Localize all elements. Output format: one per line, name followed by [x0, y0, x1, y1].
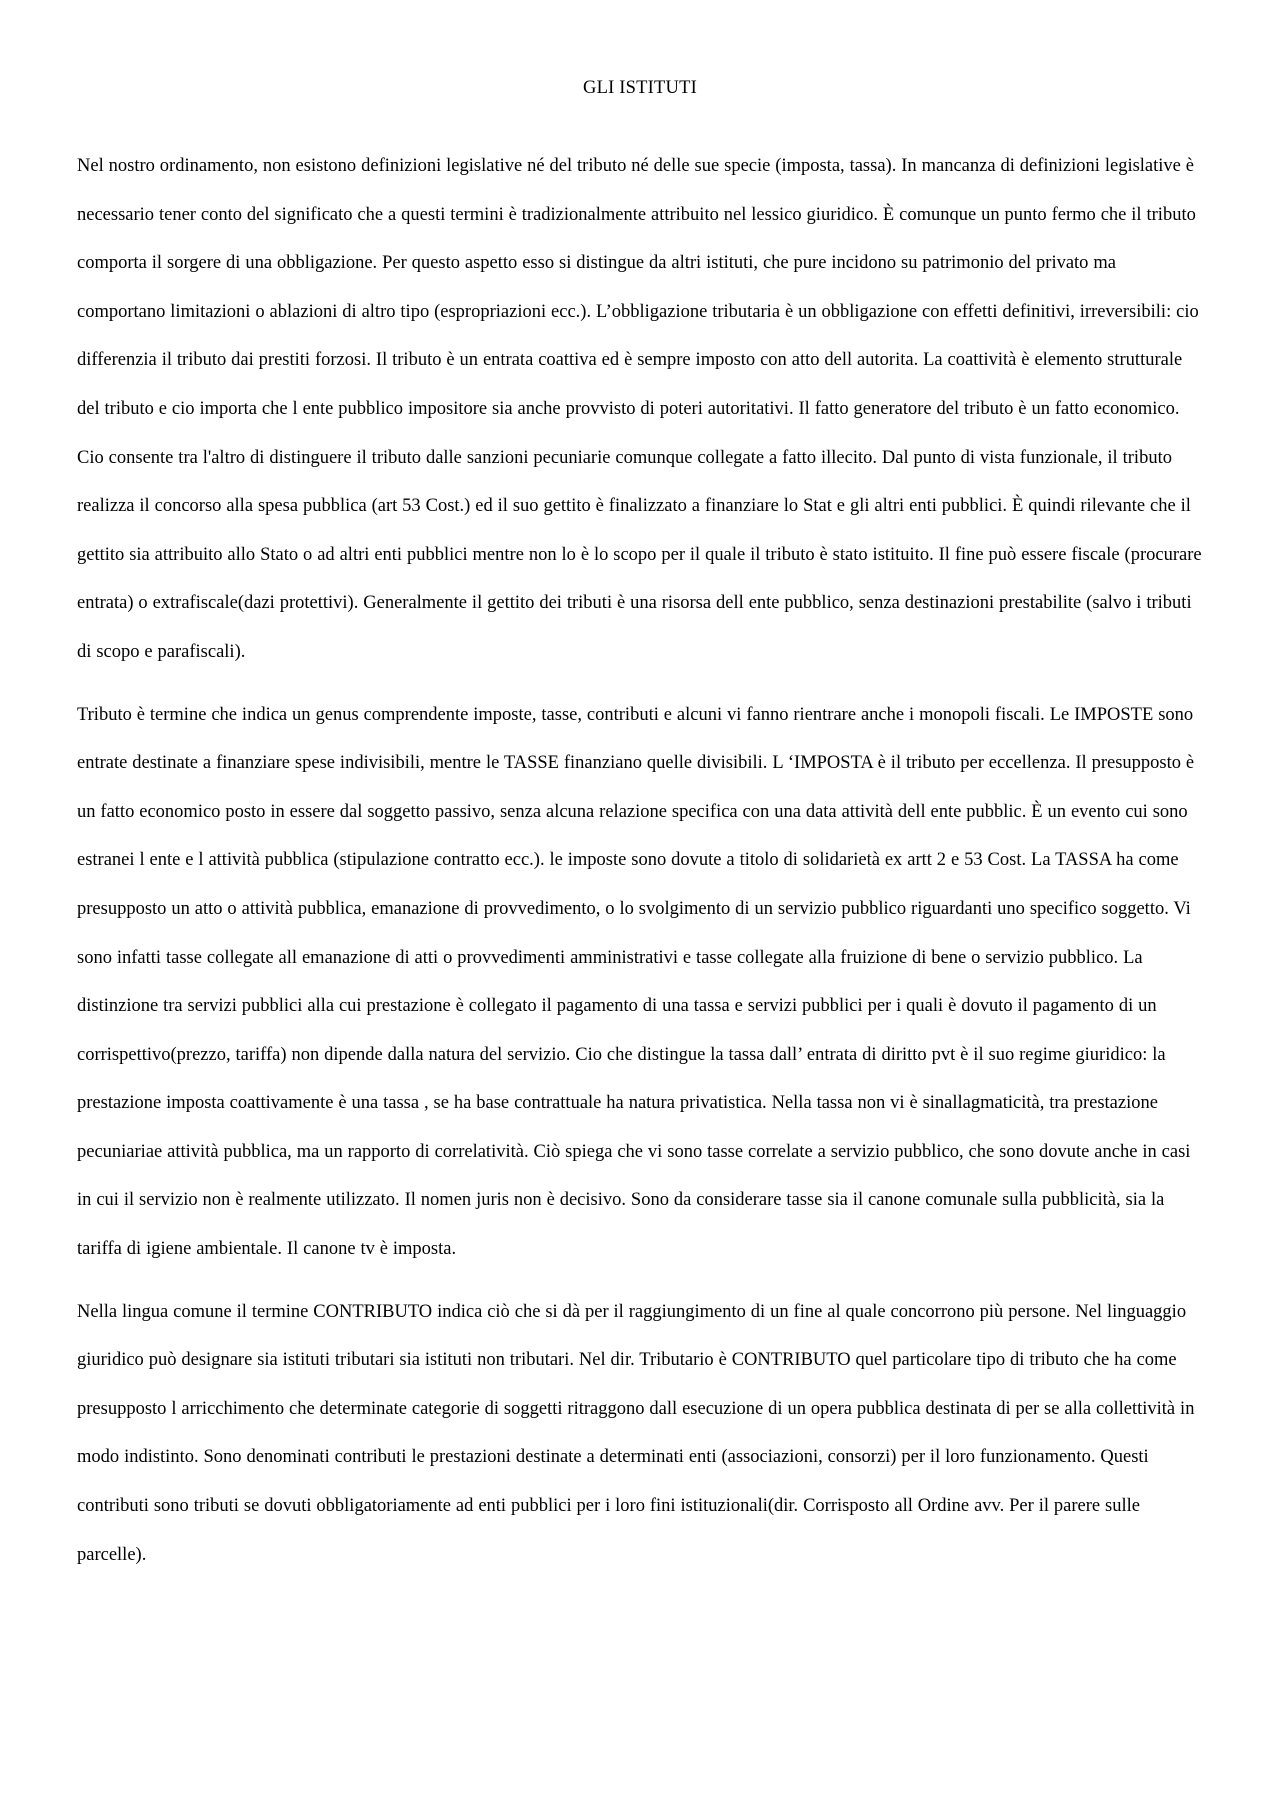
paragraph-imposte-tasse: Tributo è termine che indica un genus comprendente imposte, tasse, contributi e alcuni vi fanno rientrare anche i monopoli fiscali. Le IMPOSTE sono entrate destinate a finanziare spese indivisibili, mentre le TASSE finanziano quelle divisibili. L ‘IMPOSTA è il tributo per eccellenza. Il presupposto è un fatto economico posto in essere dal soggetto passivo, senza alcuna relazione specifica con una data attività dell ente pubblic. È un evento cui sono estranei l ente e l attività pubblica (stipulazione contratto ecc.). le imposte sono dovute a titolo di solidarietà ex artt 2 e 53 Cost. La TASSA ha come presupposto un atto o attività pubblica, emanazione di provvedimento, o lo svolgimento di un servizio pubblico riguardanti uno specifico soggetto. Vi sono infatti tasse collegate all emanazione di atti o provvedimenti amministrativi e tasse collegate alla fruizione di bene o servizio pubblico. La distinzione tra servizi pubblici alla cui prestazione è collegato il pagamento di una tassa e servizi pubblici per i quali è dovuto il pagamento di un corrispettivo(prezzo, tariffa) non dipende dalla natura del servizio. Cio che distingue la tassa dall’ entrata di diritto pvt è il suo regime giuridico: la prestazione imposta coattivamente è una tassa , se ha base contrattuale ha natura privatistica. Nella tassa non vi è sinallagmaticità, tra prestazione pecuniariae attività pubblica, ma un rapporto di correlatività. Ciò spiega che vi sono tasse correlate a servizio pubblico, che sono dovute anche in casi in cui il servizio non è realmente utilizzato. Il nomen juris non è decisivo. Sono da considerare tasse sia il canone comunale sulla pubblicità, sia la tariffa di igiene ambientale. Il canone tv è imposta.	[77, 704, 1195, 1260]
paragraph-tributo: Nel nostro ordinamento, non esistono definizioni legislative né del tributo né delle sue specie (imposta, tassa). In mancanza di definizioni legislative è necessario tener conto del significato che a questi termini è tradizionalmente attribuito nel lessico giuridico. È comunque un punto fermo che il tributo comporta il sorgere di una obbligazione. Per questo aspetto esso si distingue da altri istituti, che pure incidono su patrimonio del privato ma comportano limitazioni o ablazioni di altro tipo (espropriazioni ecc.). L’obbligazione tributaria è un obbligazione con effetti definitivi, irreversibili: cio differenzia il tributo dai prestiti forzosi. Il tributo è un entrata coattiva ed è sempre imposto con atto dell autorita. La coattività è elemento strutturale del tributo e cio importa che l ente pubblico impositore sia anche provvisto di poteri autoritativi. Il fatto generatore del tributo è un fatto economico. Cio consente tra l'altro di distinguere il tributo dalle sanzioni pecuniarie comunque collegate a fatto illecito. Dal punto di vista funzionale, il tributo realizza il concorso alla spesa pubblica (art 53 Cost.) ed il suo gettito è finalizzato a finanziare lo Stat e gli altri enti pubblici. È quindi rilevante che il gettito sia attribuito allo Stato o ad altri enti pubblici mentre non lo è lo scopo per il quale il tributo è stato istituito. Il fine può essere fiscale (procurare entrata) o extrafiscale(dazi protettivi). Generalmente il gettito dei tributi è una risorsa dell ente pubblico, senza destinazioni prestabilite (salvo i tributi di scopo e parafiscali).	[77, 156, 1202, 662]
document-title: GLI ISTITUTI	[583, 78, 697, 98]
paragraph-contributo: Nella lingua comune il termine CONTRIBUTO indica ciò che si dà per il raggiungimento di un fine al quale concorrono più persone. Nel linguaggio giuridico può designare sia istituti tributari sia istituti non tributari. Nel dir. Tributario è CONTRIBUTO quel particolare tipo di tributo che ha come presupposto l arricchimento che determinate categorie di soggetti ritraggono dall esecuzione di un opera pubblica destinata di per se alla collettività in modo indistinto. Sono denominati contributi le prestazioni destinate a determinati enti (associazioni, consorzi) per il loro funzionamento. Questi contributi sono tributi se dovuti obbligatoriamente ad enti pubblici per i loro fini istituzionali(dir. Corrisposto all Ordine avv. Per il parere sulle parcelle).	[77, 1301, 1195, 1565]
document-body	[77, 142, 1207, 1579]
